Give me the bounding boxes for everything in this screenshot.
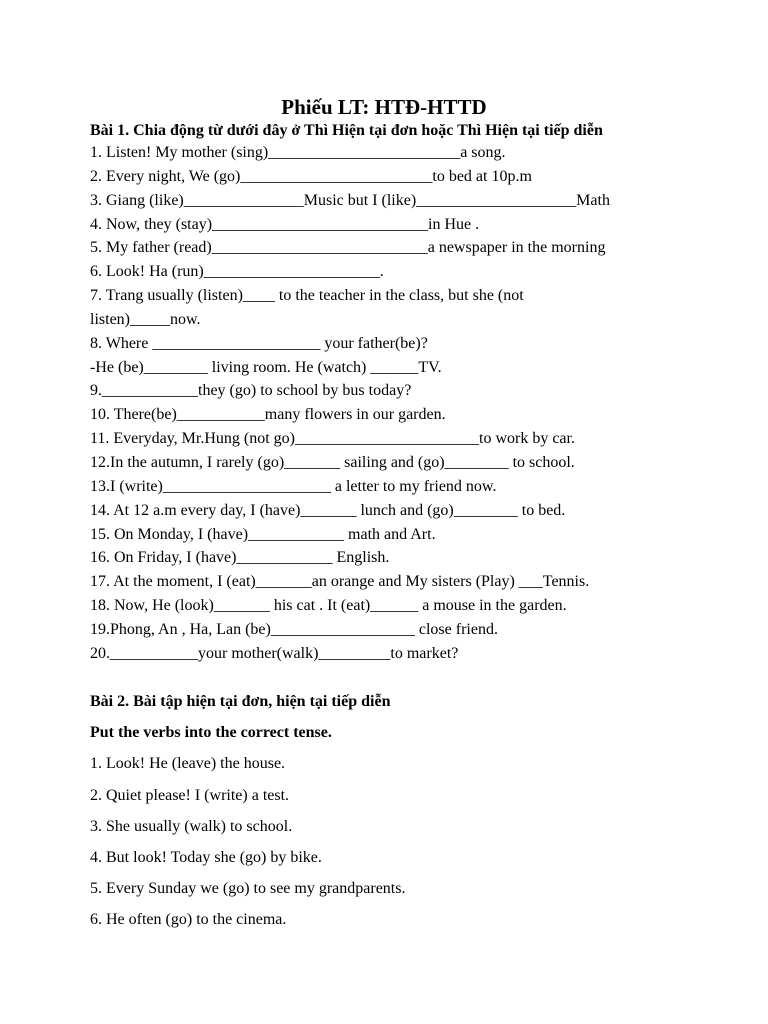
exercise-1-list	[90, 141, 680, 666]
exercise-1-line: 17. At the moment, I (eat)_______an orange and My sisters (Play) ___Tennis.	[90, 573, 590, 591]
exercise-2-line: 4. But look! Today she (go) by bike.	[90, 848, 322, 866]
exercise-1-line: 10. There(be)___________many flowers in our garden.	[90, 406, 446, 424]
exercise-1-line: -He (be)________ living room. He (watch) ______TV.	[90, 358, 442, 376]
exercise-1-line: 6. Look! Ha (run)______________________.	[90, 263, 384, 281]
exercise-1-line: 16. On Friday, I (have)____________ English.	[90, 549, 390, 567]
exercise-1-line: 7. Trang usually (listen)____ to the teacher in the class, but she (not	[90, 287, 524, 305]
exercise-1-line: 5. My father (read)___________________________a newspaper in the morning	[90, 239, 606, 257]
exercise-1-line: 13.I (write)_____________________ a letter to my friend now.	[90, 477, 497, 495]
exercise-1-heading: Bài 1. Chia động từ dưới đây ở Thì Hiện tại đơn hoặc Thì Hiện tại tiếp diễn	[90, 122, 603, 139]
exercise-1-line: 9.____________they (go) to school by bus today?	[90, 382, 412, 400]
exercise-2-heading: Bài 2. Bài tập hiện tại đơn, hiện tại tiếp diễn	[90, 693, 391, 710]
exercise-1-line: 14. At 12 a.m every day, I (have)_______ lunch and (go)________ to bed.	[90, 501, 566, 519]
exercise-2-line: 5. Every Sunday we (go) to see my grandparents.	[90, 880, 406, 898]
exercise-1-line: 18. Now, He (look)_______ his cat . It (eat)______ a mouse in the garden.	[90, 597, 567, 615]
exercise-1-line: 3. Giang (like)_______________Music but I (like)____________________Math	[90, 191, 610, 209]
exercise-1-line: 20.___________your mother(walk)_________to market?	[90, 644, 459, 662]
exercise-1-line: 12.In the autumn, I rarely (go)_______ sailing and (go)________ to school.	[90, 453, 575, 471]
exercise-1-line: 8. Where _____________________ your father(be)?	[90, 334, 428, 352]
exercise-1-line: 2. Every night, We (go)________________________to bed at 10p.m	[90, 167, 532, 185]
exercise-2-line: 1. Look! He (leave) the house.	[90, 755, 286, 773]
exercise-1-line: 1. Listen! My mother (sing)________________________a song.	[90, 144, 506, 161]
exercise-1-line: listen)_____now.	[90, 310, 201, 328]
exercise-2-line: 3. She usually (walk) to school.	[90, 817, 293, 835]
exercise-2-section	[90, 690, 690, 940]
exercise-1-line: 15. On Monday, I (have)____________ math and Art.	[90, 525, 436, 543]
exercise-2-instruction: Put the verbs into the correct tense.	[90, 724, 332, 742]
exercise-2-line: 2. Quiet please! I (write) a test.	[90, 786, 290, 804]
worksheet-title: Phiếu LT: HTĐ-HTTD	[281, 95, 487, 119]
exercise-2-line: 6. He often (go) to the cinema.	[90, 911, 287, 929]
exercise-1-line: 19.Phong, An , Ha, Lan (be)__________________ close friend.	[90, 620, 498, 638]
exercise-1-line: 11. Everyday, Mr.Hung (not go)_______________________to work by car.	[90, 430, 575, 448]
exercise-1-line: 4. Now, they (stay)___________________________in Hue .	[90, 215, 480, 233]
